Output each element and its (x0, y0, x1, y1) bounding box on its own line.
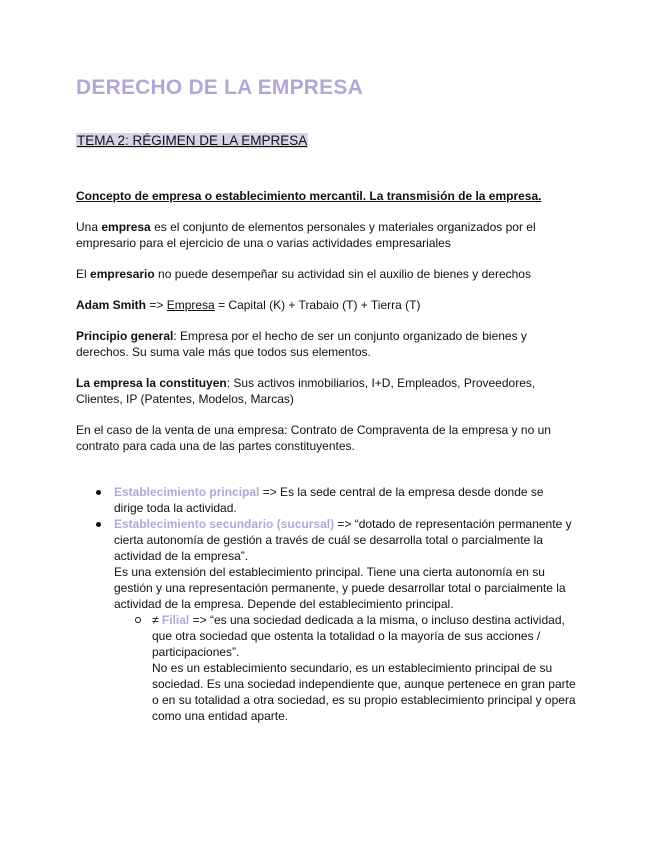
establecimiento-secundario-text: => “dotado de representación permanente y cierta autonomía de gestión a través de cuál se desarrolla total o parcialmente la actividad de la empresa”. (114, 517, 572, 563)
paragraph-empresario (76, 266, 576, 282)
list-item (76, 516, 576, 724)
paragraph-principio-general (76, 328, 576, 360)
term-empresario: empresario (90, 267, 155, 281)
arrow-text: => (146, 298, 167, 312)
section-heading (76, 188, 576, 204)
formula-text: = Capital (K) + Trabaio (T) + Tierra (T) (214, 298, 421, 312)
paragraph-empresa-text: es el conjunto de elementos personales y materiales organizados por el empresario para el ejercicio de una o varias actividades empresariales (76, 220, 536, 250)
paragraph-venta: En el caso de la venta de una empresa: Contrato de Compraventa de la empresa y no un contrato para cada una de las partes constituyentes. (76, 423, 551, 453)
document-subtitle: TEMA 2: RÉGIMEN DE LA EMPRESA (77, 133, 308, 148)
term-empresa: empresa (101, 220, 151, 234)
term-principio-general: Principio general (76, 329, 174, 343)
paragraph-empresario-pre: El (76, 267, 91, 281)
term-constituyen: La empresa la constituyen (76, 376, 227, 390)
term-adam-smith: Adam Smith (76, 298, 147, 312)
term-establecimiento-principal: Establecimiento principal (114, 485, 260, 499)
filial-text: => “es una sociedad dedicada a la misma, o incluso destina actividad, que otra sociedad que ostenta la totalidad o la mayoría de sus acciones / participaciones”. (152, 613, 565, 659)
section-heading-text: Concepto de empresa o establecimiento mercantil. La transmisión de la empresa. (76, 189, 542, 203)
filial-extra: No es un establecimiento secundario, es un establecimiento principal de su sociedad. Es una sociedad independiente que, aunque pertenece en gran parte o en su totalidad a otra sociedad, es su propio establecimiento principal y opera como una entidad aparte. (152, 661, 576, 723)
bullet-dot-icon (96, 490, 101, 495)
list-item (76, 484, 576, 516)
paragraph-empresa (76, 219, 576, 251)
list-item (114, 612, 576, 724)
paragraph-adam-smith (76, 297, 576, 313)
principio-general-text: : Empresa por el hecho de ser un conjunto organizado de bienes y derechos. Su suma vale más que todos sus elementos. (76, 329, 527, 359)
document-title: DERECHO DE LA EMPRESA (76, 76, 363, 99)
establishment-list (76, 484, 576, 724)
establecimiento-principal-text: => Es la sede central de la empresa desde donde se dirige toda la actividad. (114, 485, 544, 515)
term-establecimiento-secundario: Establecimiento secundario (sucursal) (114, 517, 335, 531)
constituyen-text: : Sus activos inmobiliarios, I+D, Empleados, Proveedores, Clientes, IP (Patentes, Modelos, Marcas) (76, 376, 536, 406)
term-empresa-underlined: Empresa (166, 298, 215, 312)
establecimiento-secundario-extra: Es una extensión del establecimiento principal. Tiene una cierta autonomía en su gestión y una representación permanente, y puede desarrollar total o parcialmente la actividad de la empresa. Depende del establecimiento principal. (114, 565, 566, 611)
term-filial: Filial (161, 613, 190, 627)
paragraph-constituyen (76, 375, 576, 407)
bullet-dot-icon (96, 522, 101, 527)
paragraph-empresario-text: no puede desempeñar su actividad sin el auxilio de bienes y derechos (154, 267, 531, 281)
sublist (114, 612, 576, 724)
not-equal-symbol: ≠ (152, 613, 162, 627)
paragraph-empresa-pre: Una (76, 220, 102, 234)
bullet-circle-icon (135, 617, 141, 623)
